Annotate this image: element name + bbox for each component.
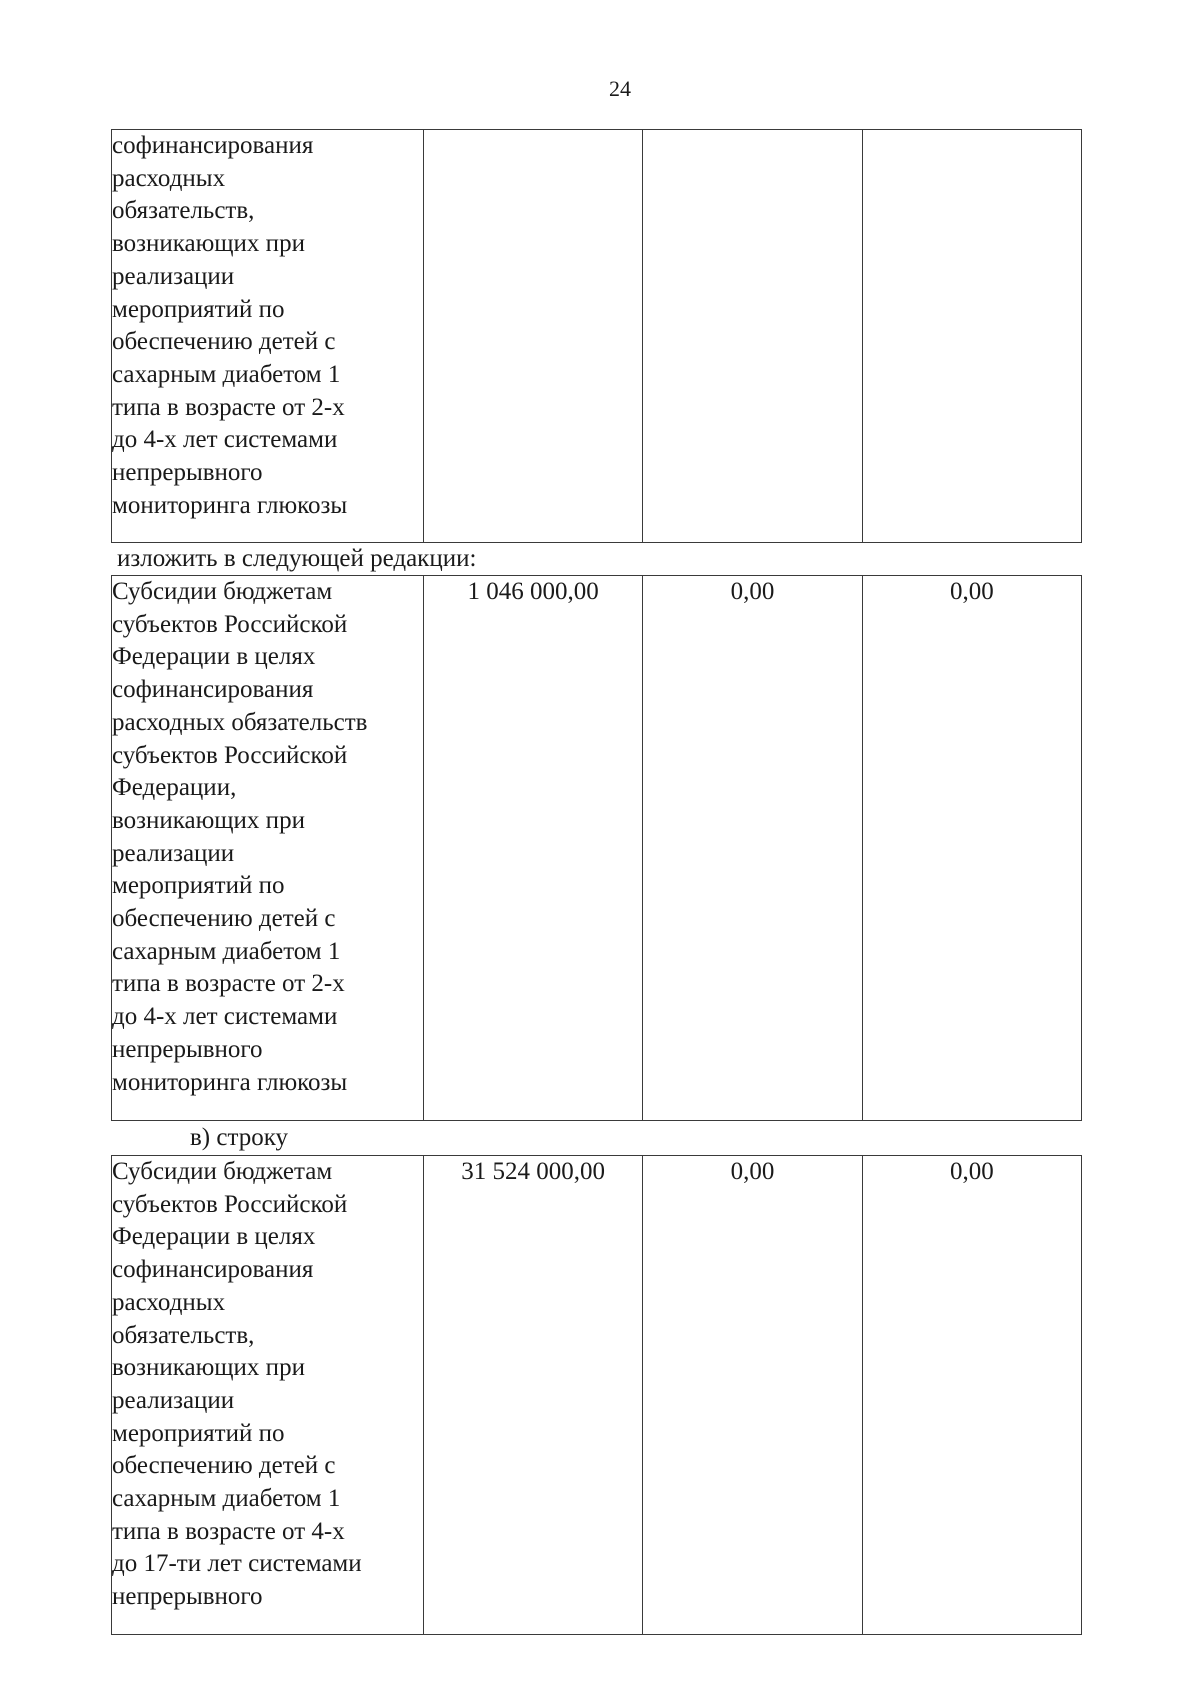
description-cell bbox=[112, 576, 424, 1121]
description-line: сахарным диабетом 1 bbox=[112, 360, 341, 388]
description-line: субъектов Российской bbox=[112, 1190, 348, 1218]
description-line: расходных bbox=[112, 164, 226, 192]
table-row bbox=[112, 130, 1082, 543]
page-number: 24 bbox=[609, 76, 631, 101]
description-line: Федерации в целях bbox=[112, 1223, 316, 1251]
description-line: софинансирования bbox=[112, 1256, 314, 1284]
amount-cell-1: 31 524 000,00 bbox=[424, 1156, 643, 1635]
amount-cell-3 bbox=[862, 130, 1081, 543]
description-line: реализации bbox=[112, 1386, 235, 1414]
description-line: мероприятий по bbox=[112, 1419, 285, 1447]
description-line: мониторинга глюкозы bbox=[112, 1068, 348, 1096]
description-line: Федерации, bbox=[112, 774, 237, 802]
description-line: непрерывного bbox=[112, 1035, 263, 1063]
description-line: обязательств, bbox=[112, 197, 255, 225]
description-line: Субсидии бюджетам bbox=[112, 1158, 333, 1185]
description-line: софинансирования bbox=[112, 132, 314, 159]
description-line: мероприятий по bbox=[112, 872, 285, 900]
description-line: мероприятий по bbox=[112, 295, 285, 323]
description-line: возникающих при bbox=[112, 1354, 305, 1382]
description-line: до 4-х лет системами bbox=[112, 426, 338, 454]
description-line: возникающих при bbox=[112, 230, 305, 258]
description-line: типа в возрасте от 2-х bbox=[112, 970, 345, 998]
description-line: до 17-ти лет системами bbox=[112, 1550, 362, 1578]
description-line: реализации bbox=[112, 839, 235, 867]
description-line: непрерывного bbox=[112, 1583, 263, 1611]
section-heading: в) строку bbox=[190, 1124, 288, 1151]
amount-cell-3: 0,00 bbox=[862, 1156, 1081, 1635]
amount-cell-1: 1 046 000,00 bbox=[424, 576, 643, 1121]
description-line: сахарным диабетом 1 bbox=[112, 937, 341, 965]
description-line: обеспечению детей с bbox=[112, 328, 336, 356]
table-row bbox=[112, 576, 1082, 1121]
amount-cell-2 bbox=[643, 130, 862, 543]
description-line: возникающих при bbox=[112, 806, 305, 834]
amount-cell-3: 0,00 bbox=[862, 576, 1081, 1121]
description-line: непрерывного bbox=[112, 459, 263, 487]
description-line: сахарным диабетом 1 bbox=[112, 1485, 341, 1513]
description-line: Федерации в целях bbox=[112, 643, 316, 671]
description-line: Субсидии бюджетам bbox=[112, 578, 333, 605]
budget-table-new-edition bbox=[111, 575, 1082, 1121]
description-line: обеспечению детей с bbox=[112, 1452, 336, 1480]
amount-cell-2: 0,00 bbox=[643, 1156, 862, 1635]
description-line: мониторинга глюкозы bbox=[112, 491, 348, 519]
description-cell bbox=[112, 1156, 424, 1635]
description-line: до 4-х лет системами bbox=[112, 1003, 338, 1031]
budget-table-continued bbox=[111, 129, 1082, 543]
description-line: обеспечению детей с bbox=[112, 905, 336, 933]
description-line: типа в возрасте от 2-х bbox=[112, 393, 345, 421]
description-line: обязательств, bbox=[112, 1321, 255, 1349]
table-row bbox=[112, 1156, 1082, 1635]
description-line: субъектов Российской bbox=[112, 741, 348, 769]
description-cell bbox=[112, 130, 424, 543]
instruction-text: изложить в следующей редакции: bbox=[117, 545, 477, 572]
description-line: реализации bbox=[112, 262, 235, 290]
description-line: софинансирования bbox=[112, 676, 314, 704]
description-line: типа в возрасте от 4-х bbox=[112, 1517, 345, 1545]
amount-cell-1 bbox=[424, 130, 643, 543]
budget-table-row-v bbox=[111, 1155, 1082, 1635]
description-line: субъектов Российской bbox=[112, 610, 348, 638]
description-line: расходных bbox=[112, 1288, 226, 1316]
description-line: расходных обязательств bbox=[112, 708, 368, 736]
amount-cell-2: 0,00 bbox=[643, 576, 862, 1121]
